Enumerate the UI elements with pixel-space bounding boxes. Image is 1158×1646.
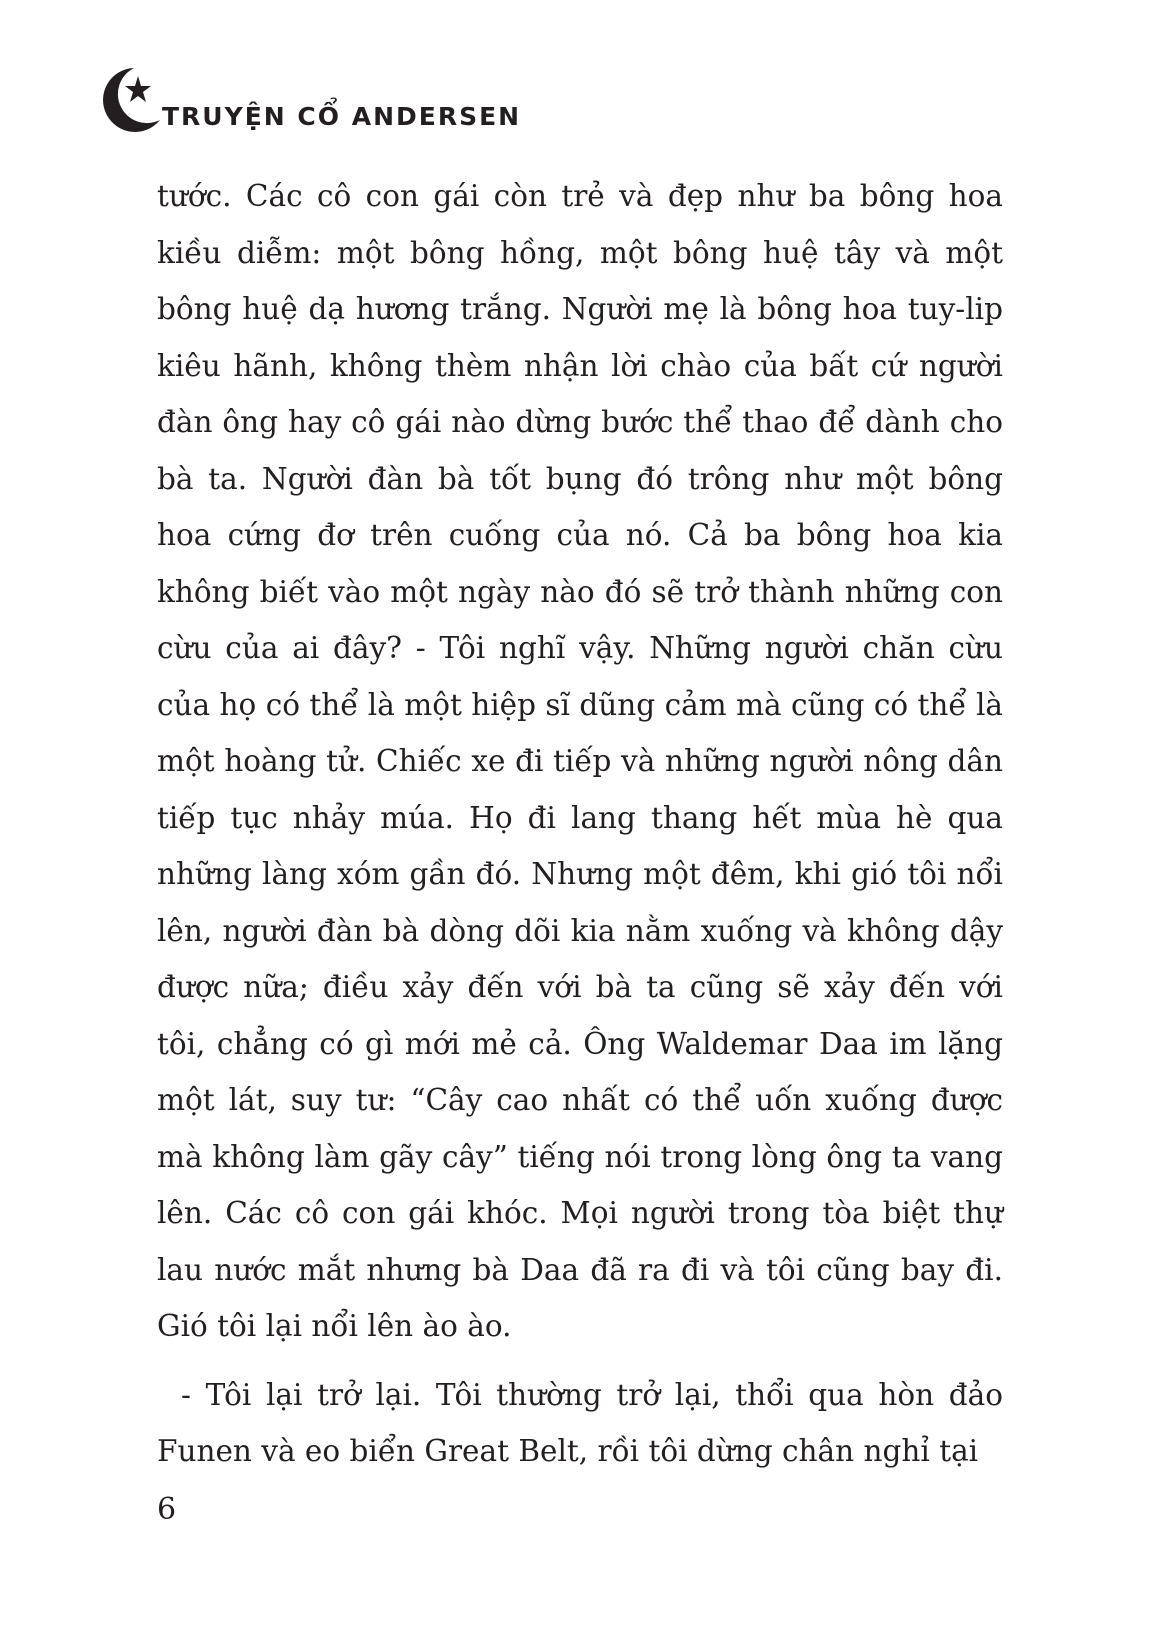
paragraph: tước. Các cô con gái còn trẻ và đẹp như ba bông hoa kiều diễm: một bông hồng, một bông huệ tây và một bông huệ dạ hương trắng. Người mẹ là bông hoa tuy-lip kiêu hãnh, không thèm nhận lời chào của bất cứ người đàn ông hay cô gái nào dừng bước thể thao để dành cho bà ta. Người đàn bà tốt bụng đó trông như một bông hoa cứng đơ trên cuống của nó. Cả ba bông hoa kia không biết vào một ngày nào đó sẽ trở thành những con cừu của ai đây? - Tôi nghĩ vậy. Những người chăn cừu của họ có thể là một hiệp sĩ dũng cảm mà cũng có thể là một hoàng tử. Chiếc xe đi tiếp và những người nông dân tiếp tục nhảy múa. Họ đi lang thang hết mùa hè qua những làng xóm gần đó. Nhưng một đêm, khi gió tôi nổi lên, người đàn bà dòng dõi kia nằm xuống và không dậy được nữa; điều xảy đến với bà ta cũng sẽ xảy đến với tôi, chẳng có gì mới mẻ cả. Ông Waldemar Daa im lặng một lát, suy tư: “Cây cao nhất có thể uốn xuống được mà không làm gãy cây” tiếng nói trong lòng ông ta vang lên. Các cô con gái khóc. Mọi người trong tòa biệt thự lau nước mắt nhưng bà Daa đã ra đi và tôi cũng bay đi. Gió tôi lại nổi lên ào ào. <box>157 179 1003 1343</box>
page-header <box>92 62 592 142</box>
crescent-star-icon <box>92 62 172 142</box>
body-text <box>157 168 1003 1480</box>
page-number: 6 <box>157 1492 177 1527</box>
paragraph: - Tôi lại trở lại. Tôi thường trở lại, thổi qua hòn đảo Funen và eo biển Great Belt, rồi tôi dừng chân nghỉ tại <box>157 1377 1003 1468</box>
running-header-title: TRUYỆN CỔ ANDERSEN <box>162 102 522 131</box>
